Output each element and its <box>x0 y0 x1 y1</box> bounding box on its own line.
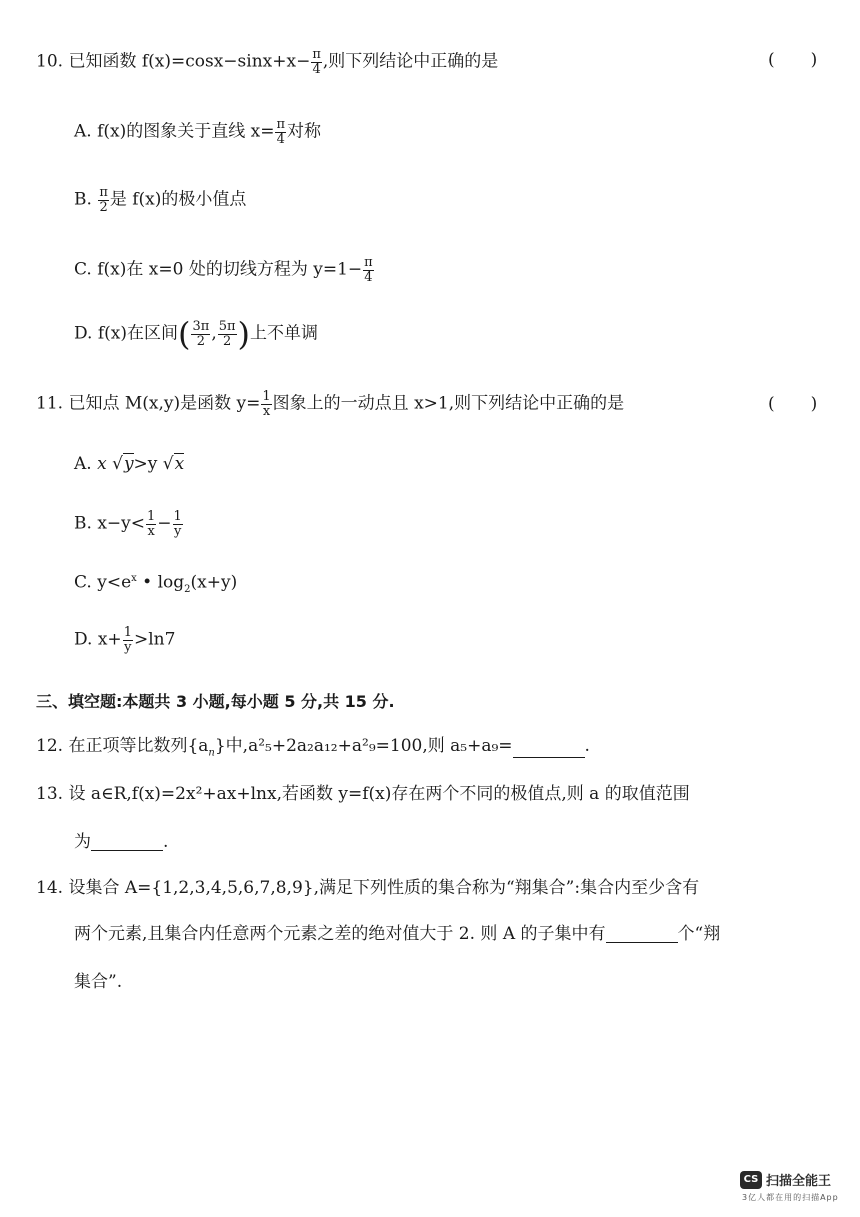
question-number: 11. <box>36 393 64 414</box>
fraction: $\frac{\pi}{4}$ <box>276 117 286 147</box>
option-d: D. f(x)在区间( $\frac{3\pi}{2}$ , $\frac{5\pi}{2}$ )上不单调 <box>74 315 319 353</box>
fraction: $\frac{1}{y}$ <box>173 509 182 539</box>
question-11-stem: 11. 已知点 M(x,y)是函数 y= $\frac{1}{x}$ 图象上的一动点且 x>1,则下列结论中正确的是 <box>36 389 625 419</box>
question-13-line1: 13. 设 a∈R,f(x)=2x²+ax+lnx,若函数 y=f(x)存在两个不同的极值点,则 a 的取值范围 <box>36 784 690 804</box>
question-13-line2: 为 . <box>74 832 169 852</box>
option-a: A. x √y>y √x <box>74 454 185 474</box>
fraction: $\frac{1}{x}$ <box>147 509 156 539</box>
option-c: C. f(x)在 x=0 处的切线方程为 y=1− $\frac{\pi}{4}$ <box>74 255 373 285</box>
fraction: $\frac{\pi}{2}$ <box>99 185 108 215</box>
scanner-watermark <box>740 1170 831 1189</box>
option-c: C. $y<e^x$ • $\log_2(x+y)$ <box>74 572 238 596</box>
question-number: 14. <box>36 878 64 898</box>
watermark-app-name: 扫描全能王 <box>766 1174 832 1189</box>
camscanner-logo-icon: CS <box>740 1171 762 1189</box>
question-number: 13. <box>36 784 64 804</box>
question-number: 10. <box>36 51 64 72</box>
question-12: 12. 在正项等比数列$\{a_n\}$中,a²₅+2a₂a₁₂+a²₉=100,则 a₅+a₉= . <box>36 736 590 759</box>
answer-blank <box>513 743 585 758</box>
fraction: $\frac{1}{x}$ <box>262 389 271 419</box>
question-number: 12. <box>36 736 64 756</box>
fraction: $\frac{5\pi}{2}$ <box>218 318 236 349</box>
fraction: $\frac{1}{y}$ <box>123 625 132 655</box>
fraction: $\frac{\pi}{4}$ <box>312 47 321 77</box>
question-14-line2: 两个元素,且集合内任意两个元素之差的绝对值大于 2. 则 A 的子集中有 个“翔 <box>74 924 721 944</box>
question-10-stem: 10. 已知函数 f(x)=cosx−sinx+x− $\frac{\pi}{4}$ ,则下列结论中正确的是 <box>36 47 499 77</box>
question-14-line3: 集合”. <box>74 972 123 992</box>
answer-blank <box>91 836 163 851</box>
option-a: A. f(x)的图象关于直线 x= $\frac{\pi}{4}$ 对称 <box>74 117 322 147</box>
option-d: D. x+ $\frac{1}{y}$ >ln7 <box>74 625 176 655</box>
answer-parentheses: ( ) <box>768 394 818 414</box>
option-b: B. $\frac{\pi}{2}$ 是 f(x)的极小值点 <box>74 185 247 215</box>
fraction: $\frac{3\pi}{2}$ <box>192 318 210 349</box>
watermark-tagline: 3亿人都在用的扫描App <box>742 1193 839 1202</box>
question-14-line1: 14. 设集合 A={1,2,3,4,5,6,7,8,9},满足下列性质的集合称为“翔集合”:集合内至少含有 <box>36 878 700 898</box>
answer-blank <box>606 928 678 943</box>
answer-parentheses: ( ) <box>768 50 818 70</box>
section-title: 三、填空题:本题共 3 小题,每小题 5 分,共 15 分. <box>36 692 395 711</box>
fraction: $\frac{\pi}{4}$ <box>364 255 373 285</box>
option-b: B. x−y< $\frac{1}{x}$ − $\frac{1}{y}$ <box>74 509 182 539</box>
